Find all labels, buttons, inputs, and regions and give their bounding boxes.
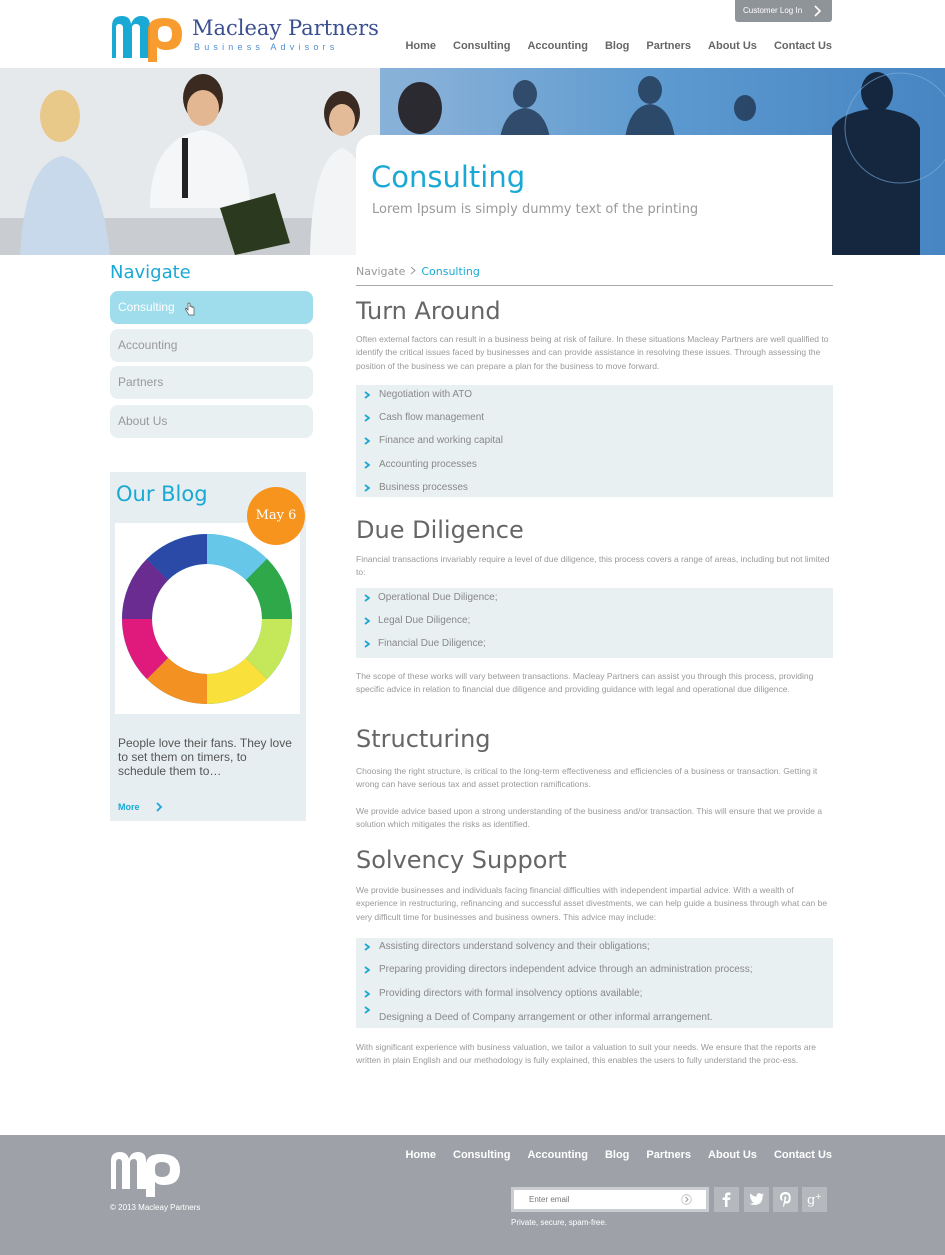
breadcrumb (356, 265, 480, 278)
sidebar-item-accounting[interactable] (110, 329, 313, 362)
google-plus-icon[interactable] (802, 1187, 827, 1212)
footer-nav (388, 1149, 832, 1161)
section-text: We provide businesses and individuals facing financial difficulties with independent impartial advice. With a wealth of experience in restructuring, refinancing and successful asset divestments, we can help guide a business through what can be very difficult time for businesses and business owners. This advice may include: (356, 885, 828, 922)
blog-title: Our Blog (116, 482, 208, 506)
section-text: Choosing the right structure, is critical to the long-term effectiveness and efficiencies of a business or transaction. Getting it wrong can have serious tax and asset protection ramifications. (356, 766, 818, 790)
section-text: Financial transactions invariably require a level of due diligence, this process covers a range of areas, including but not limited to: (356, 554, 830, 578)
sidebar-item-partners[interactable] (110, 366, 313, 399)
pinterest-icon[interactable] (773, 1187, 798, 1212)
mp-footer-logo-icon[interactable] (110, 1149, 182, 1197)
nav-partners[interactable]: Partners (646, 40, 692, 52)
breadcrumb-root[interactable]: Navigate (356, 265, 406, 278)
section-text: We provide advice based upon a strong understanding of the business and/or transaction. This will ensure that we provide a solution which mitigates the risks as identified. (356, 806, 823, 830)
chevron-right-icon (364, 1006, 370, 1014)
blog-date-badge: May 6 (247, 487, 305, 545)
blog-image[interactable] (115, 523, 300, 714)
newsletter-email-input[interactable] (511, 1187, 709, 1212)
copyright (110, 1203, 200, 1212)
sidebar-item-consulting[interactable] (110, 291, 313, 324)
blog-more-link[interactable] (118, 802, 140, 812)
chevron-right-icon (364, 640, 370, 648)
chevron-right-icon (364, 617, 370, 625)
section-title-turn-around: Turn Around (356, 297, 501, 325)
facebook-icon[interactable] (714, 1187, 739, 1212)
section-title-solvency-support: Solvency Support (356, 846, 567, 874)
customer-login-label: Customer Log In (743, 6, 803, 15)
nav-blog[interactable]: Blog (604, 40, 630, 52)
copyright-icon: © (110, 1203, 116, 1212)
chevron-right-icon (410, 265, 416, 278)
page-subtitle: Lorem Ipsum is simply dummy text of the printing (372, 202, 699, 217)
chevron-right-icon (364, 966, 370, 974)
section-text: Often external factors can result in a business being at risk of failure. In these situations Macleay Partners are well qualified to identify the critical issues faced by businesses and can provide assistance in resolving these issues. Through assessing the position of the business we can prepare a plan for the business to move forward. (356, 334, 829, 371)
blog-excerpt: People love their fans. They love to set them on timers, to schedule them to… (118, 736, 292, 778)
page-title: Consulting (371, 160, 526, 194)
bullet-list: Assisting directors understand solvency and their obligations; Preparing providing directors independent advice through an administration process; Providing directors with formal insolvency options available; Designing a Deed of Company arrangement or other informal arrangement. (356, 938, 833, 1028)
chevron-right-icon (364, 461, 370, 469)
chevron-right-icon (364, 391, 370, 399)
twitter-icon[interactable] (744, 1187, 769, 1212)
chevron-right-icon (814, 5, 822, 17)
sidebar-title: Navigate (110, 262, 191, 283)
section-title-structuring: Structuring (356, 725, 491, 753)
svg-text:+: + (815, 1192, 822, 1201)
nav-contact-us[interactable]: Contact Us (773, 40, 832, 52)
footer-nav-blog[interactable]: Blog (604, 1149, 630, 1161)
svg-text:g: g (807, 1193, 816, 1208)
footer-nav-home[interactable]: Home (405, 1149, 437, 1161)
email-placeholder: Enter email (529, 1195, 570, 1204)
header (0, 0, 945, 68)
customer-login-button[interactable] (735, 0, 832, 22)
chevron-right-icon (364, 484, 370, 492)
copyright-text: 2013 Macleay Partners (118, 1203, 201, 1212)
nav-accounting[interactable]: Accounting (527, 40, 588, 52)
breadcrumb-current: Consulting (421, 265, 480, 278)
chevron-right-icon (156, 802, 163, 812)
chevron-right-icon (364, 990, 370, 998)
brand-tagline: Business Advisors (194, 42, 339, 52)
sidebar-item-label: About Us (118, 414, 168, 428)
sidebar-item-about-us[interactable] (110, 405, 313, 438)
newsletter-note: Private, secure, spam-free. (511, 1218, 608, 1227)
hero-banner (0, 68, 945, 255)
footer-nav-contact-us[interactable]: Contact Us (773, 1149, 832, 1161)
chevron-right-icon (364, 943, 370, 951)
bullet-list: Negotiation with ATO Cash flow management Finance and working capital Accounting processes Business processes (356, 385, 833, 497)
puzzle-ring-image (115, 523, 300, 714)
chevron-right-icon (364, 594, 370, 602)
footer-nav-about-us[interactable]: About Us (708, 1149, 757, 1161)
mp-logo-icon (110, 12, 186, 62)
footer-nav-partners[interactable]: Partners (646, 1149, 692, 1161)
sidebar-item-label: Accounting (118, 338, 178, 352)
sidebar-item-label: Partners (118, 375, 164, 389)
section-text: The scope of these works will vary between transactions. Macleay Partners can assist you through this process, providing specific advice in relation to financial due diligence and providing guidance with legal and operational due diligence. (356, 671, 814, 695)
bullet-list: Operational Due Diligence; Legal Due Diligence; Financial Due Diligence; (356, 588, 833, 658)
section-title-due-diligence: Due Diligence (356, 516, 524, 544)
logo[interactable] (110, 12, 379, 64)
divider (356, 285, 833, 286)
sidebar-item-label: Consulting (118, 300, 175, 314)
nav-consulting[interactable]: Consulting (453, 40, 511, 52)
nav-about-us[interactable]: About Us (708, 40, 757, 52)
footer-nav-accounting[interactable]: Accounting (527, 1149, 588, 1161)
hero-title-card (356, 135, 832, 255)
footer (0, 1135, 945, 1255)
submit-arrow-icon[interactable] (681, 1194, 692, 1205)
chevron-right-icon (364, 414, 370, 422)
section-text: With significant experience with business valuation, we tailor a valuation to suit your needs. We ensure that the reports are written in plain English and our methodology is fully explained, this enables the users to fully understand the proc-ess. (356, 1042, 817, 1066)
blog-more-label: More (118, 802, 140, 812)
nav-home[interactable]: Home (405, 40, 437, 52)
hand-cursor-icon (185, 302, 195, 316)
footer-nav-consulting[interactable]: Consulting (453, 1149, 511, 1161)
blog-widget (110, 472, 306, 821)
chevron-right-icon (364, 437, 370, 445)
main-nav (388, 40, 832, 52)
brand-name: Macleay Partners (192, 16, 379, 40)
